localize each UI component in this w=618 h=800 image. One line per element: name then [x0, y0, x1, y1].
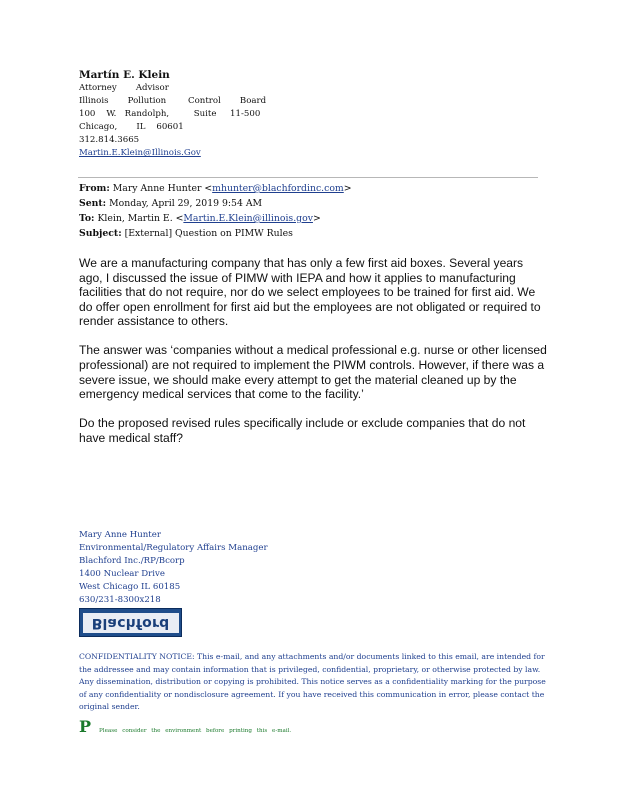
body-paragraph-2: The answer was ‘companies without a medical professional e.g. nurse or other licensed professional) are not required to implement the PIWM controls. However, if there was a severe issue, we should make every attempt to get the material cleaned up by the emergency medical services that come to the facility.’ — [79, 343, 547, 402]
to-close: > — [312, 213, 321, 224]
signature-address-line2: Chicago, IL 60601 — [79, 122, 184, 133]
body-paragraph-1: We are a manufacturing company that has only a few first aid boxes. Several years ago, I discussed the issue of PIMW with IEPA and how it applies to manufacturing facilities that do not require, nor do we select employees to be trained for first aid. We do offer open enrollment for first aid but the employees are not obligated or required to render assistance to others. — [79, 256, 541, 329]
to-label: To: — [79, 213, 95, 224]
from-label: From: — [79, 183, 110, 194]
to-email-link[interactable]: Martin.E.Klein@illinois.gov — [183, 213, 313, 224]
signature-name: Martín E. Klein — [79, 69, 170, 81]
logo-text: Blachford — [91, 614, 170, 631]
sender-name: Mary Anne Hunter — [79, 530, 161, 540]
sent-label: Sent: — [79, 198, 107, 209]
header-divider — [78, 177, 538, 178]
signature-organization: Illinois Pollution Control Board — [79, 96, 267, 107]
signature-address-line1: 100 W. Randolph, Suite 11-500 — [79, 109, 261, 120]
leaf-icon: P — [79, 717, 92, 736]
to-row — [79, 211, 539, 226]
email-header — [79, 181, 539, 241]
sender-company: Blachford Inc./RP/Bcorp — [79, 556, 185, 566]
sender-phone: 630/231-8300x218 — [79, 595, 161, 605]
environment-note: Please consider the environment before printing this e-mail. — [99, 728, 292, 734]
signature-email-link[interactable]: Martin.E.Klein@Illinois.Gov — [79, 148, 201, 159]
from-name: Mary Anne Hunter < — [112, 183, 213, 194]
subject-value: [External] Question on PIMW Rules — [124, 228, 293, 239]
from-close: > — [343, 183, 352, 194]
sender-street: 1400 Nuclear Drive — [79, 569, 165, 579]
signature-title: Attorney Advisor — [79, 83, 169, 93]
subject-row — [79, 226, 539, 241]
subject-label: Subject: — [79, 228, 122, 239]
from-email-link[interactable]: mhunter@blachfordinc.com — [212, 183, 344, 194]
from-row — [79, 181, 539, 196]
to-name: Klein, Martin E. < — [97, 213, 184, 224]
confidentiality-notice: CONFIDENTIALITY NOTICE: This e-mail, and any attachments and/or documents linked to this email, are intended for the addressee and may contain information that is privileged, confidential, proprietary, or otherwise protected by law. Any dissemination, distribution or copying is prohibited. This notice serves as a confidentiality marking for the purpose of any confidentiality or nondisclosure agreement. If you have received this communication in error, please contact the original sender. — [79, 652, 546, 712]
company-logo — [79, 608, 182, 637]
sent-value: Monday, April 29, 2019 9:54 AM — [109, 198, 263, 209]
sender-signature — [79, 529, 339, 607]
body-paragraph-3: Do the proposed revised rules specifically include or exclude companies that do not have medical staff? — [79, 416, 526, 445]
recipient-signature — [79, 68, 379, 161]
signature-phone: 312.814.3665 — [79, 135, 140, 146]
environment-footer — [79, 717, 539, 736]
sender-city: West Chicago IL 60185 — [79, 582, 181, 592]
sent-row — [79, 196, 539, 211]
sender-title: Environmental/Regulatory Affairs Manager — [79, 543, 268, 553]
email-body — [79, 256, 549, 460]
